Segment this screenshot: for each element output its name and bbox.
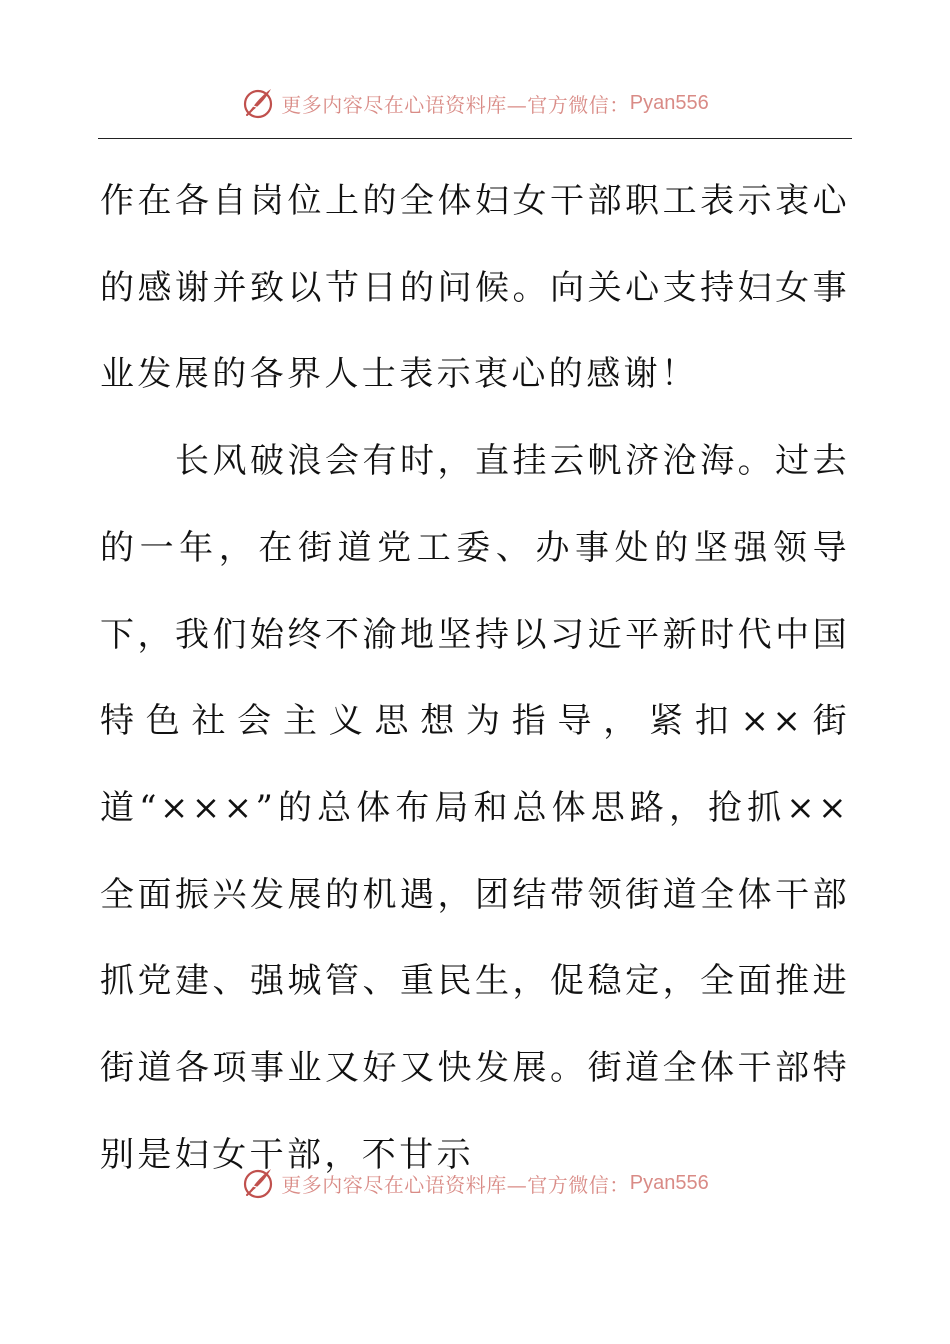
quill-pen-logo-icon — [241, 1166, 275, 1200]
paragraph-1: 作在各自岗位上的全体妇女干部职工表示衷心的感谢并致以节日的问候。向关心支持妇女事业发展的各界人士表示衷心的感谢！ — [100, 181, 850, 395]
footer-wechat-id: Pyan556 — [629, 1171, 709, 1194]
document-body — [100, 158, 850, 1198]
footer-banner — [0, 1160, 950, 1206]
header-banner — [0, 80, 950, 126]
quill-pen-logo-icon — [241, 86, 275, 120]
header-wechat-id: Pyan556 — [629, 91, 709, 114]
header-divider — [98, 138, 852, 139]
footer-banner-text: 更多内容尽在心语资料库—官方微信： — [281, 1172, 630, 1197]
header-banner-text: 更多内容尽在心语资料库—官方微信： — [281, 92, 630, 117]
paragraph-2: 长风破浪会有时，直挂云帆济沧海。过去的一年，在街道党工委、办事处的坚强领导下，我们始终不渝地坚持以习近平新时代中国特色社会主义思想为指导，紧扣××街道“×××”的总体布局和总体思路，抢抓××全面振兴发展的机遇，团结带领街道全体干部抓党建、强城管、重民生，促稳定，全面推进街道各项事业又好又快发展。街道全体干部特别是妇女干部，不甘示 — [100, 441, 850, 1175]
